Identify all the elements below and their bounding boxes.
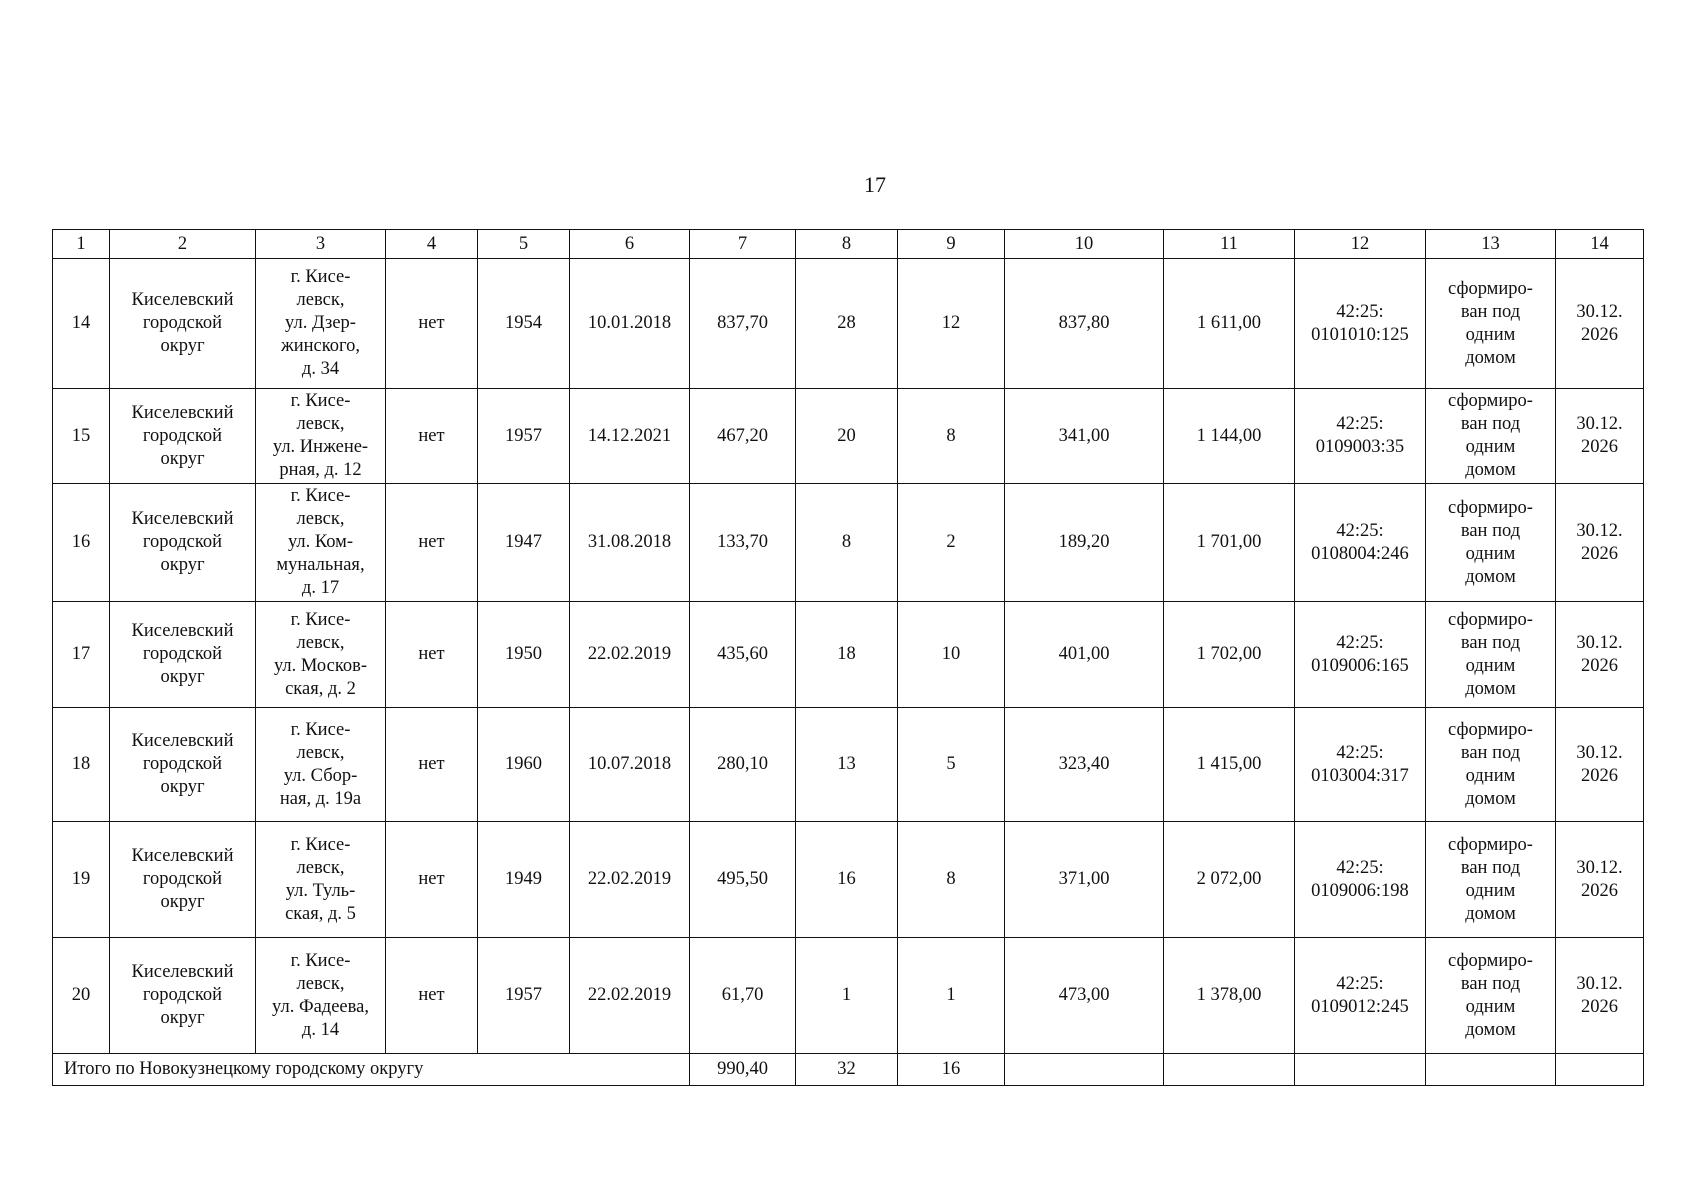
column-header: 6 bbox=[570, 230, 690, 259]
area-cell: 1 702,00 bbox=[1164, 602, 1295, 708]
deadline-cell: 30.12. 2026 bbox=[1556, 822, 1644, 938]
cell: нет bbox=[386, 259, 478, 389]
empty-cell bbox=[1164, 1054, 1295, 1086]
count-cell: 8 bbox=[898, 822, 1005, 938]
area-cell: 495,50 bbox=[690, 822, 796, 938]
row-number: 15 bbox=[53, 389, 110, 484]
column-header: 12 bbox=[1295, 230, 1426, 259]
row-number: 19 bbox=[53, 822, 110, 938]
land-status-cell: сформиро- ван под одним домом bbox=[1426, 484, 1556, 602]
year-cell: 1949 bbox=[478, 822, 570, 938]
column-header: 9 bbox=[898, 230, 1005, 259]
address-cell: г. Кисе- левск, ул. Ком- мунальная, д. 17 bbox=[256, 484, 386, 602]
empty-cell bbox=[1426, 1054, 1556, 1086]
count-cell: 10 bbox=[898, 602, 1005, 708]
year-cell: 1957 bbox=[478, 938, 570, 1054]
cell: нет bbox=[386, 484, 478, 602]
date-cell: 10.01.2018 bbox=[570, 259, 690, 389]
municipality-cell: Киселевский городской округ bbox=[110, 484, 256, 602]
count-cell: 28 bbox=[796, 259, 898, 389]
count-cell: 1 bbox=[796, 938, 898, 1054]
year-cell: 1957 bbox=[478, 389, 570, 484]
area-cell: 401,00 bbox=[1005, 602, 1164, 708]
area-cell: 467,20 bbox=[690, 389, 796, 484]
deadline-cell: 30.12. 2026 bbox=[1556, 389, 1644, 484]
municipality-cell: Киселевский городской округ bbox=[110, 938, 256, 1054]
table-row bbox=[53, 259, 1644, 389]
column-header: 8 bbox=[796, 230, 898, 259]
housing-registry-table bbox=[52, 229, 1644, 1086]
row-number: 18 bbox=[53, 708, 110, 822]
cadastral-number-cell: 42:25: 0109003:35 bbox=[1295, 389, 1426, 484]
date-cell: 22.02.2019 bbox=[570, 822, 690, 938]
deadline-cell: 30.12. 2026 bbox=[1556, 259, 1644, 389]
area-cell: 371,00 bbox=[1005, 822, 1164, 938]
cadastral-number-cell: 42:25: 0101010:125 bbox=[1295, 259, 1426, 389]
area-cell: 280,10 bbox=[690, 708, 796, 822]
address-cell: г. Кисе- левск, ул. Дзер- жинского, д. 34 bbox=[256, 259, 386, 389]
empty-cell bbox=[1556, 1054, 1644, 1086]
area-cell: 1 415,00 bbox=[1164, 708, 1295, 822]
table-row bbox=[53, 389, 1644, 484]
count-cell: 13 bbox=[796, 708, 898, 822]
area-cell: 133,70 bbox=[690, 484, 796, 602]
year-cell: 1960 bbox=[478, 708, 570, 822]
column-header: 7 bbox=[690, 230, 796, 259]
count-cell: 5 bbox=[898, 708, 1005, 822]
column-header: 13 bbox=[1426, 230, 1556, 259]
cell: нет bbox=[386, 389, 478, 484]
deadline-cell: 30.12. 2026 bbox=[1556, 708, 1644, 822]
deadline-cell: 30.12. 2026 bbox=[1556, 602, 1644, 708]
area-cell: 189,20 bbox=[1005, 484, 1164, 602]
year-cell: 1950 bbox=[478, 602, 570, 708]
area-cell: 435,60 bbox=[690, 602, 796, 708]
area-cell: 341,00 bbox=[1005, 389, 1164, 484]
cadastral-number-cell: 42:25: 0109006:165 bbox=[1295, 602, 1426, 708]
year-cell: 1947 bbox=[478, 484, 570, 602]
year-cell: 1954 bbox=[478, 259, 570, 389]
date-cell: 14.12.2021 bbox=[570, 389, 690, 484]
column-numbers-row bbox=[53, 230, 1644, 259]
land-status-cell: сформиро- ван под одним домом bbox=[1426, 389, 1556, 484]
empty-cell bbox=[1005, 1054, 1164, 1086]
table-row bbox=[53, 708, 1644, 822]
table-row bbox=[53, 822, 1644, 938]
municipality-cell: Киселевский городской округ bbox=[110, 822, 256, 938]
date-cell: 31.08.2018 bbox=[570, 484, 690, 602]
column-header: 2 bbox=[110, 230, 256, 259]
total-label: Итого по Новокузнецкому городскому округу bbox=[53, 1054, 690, 1086]
municipality-cell: Киселевский городской округ bbox=[110, 602, 256, 708]
cell: нет bbox=[386, 938, 478, 1054]
address-cell: г. Кисе- левск, ул. Москов- ская, д. 2 bbox=[256, 602, 386, 708]
column-header: 3 bbox=[256, 230, 386, 259]
date-cell: 22.02.2019 bbox=[570, 602, 690, 708]
count-cell: 16 bbox=[796, 822, 898, 938]
total-area: 990,40 bbox=[690, 1054, 796, 1086]
count-cell: 8 bbox=[898, 389, 1005, 484]
date-cell: 22.02.2019 bbox=[570, 938, 690, 1054]
land-status-cell: сформиро- ван под одним домом bbox=[1426, 708, 1556, 822]
column-header: 14 bbox=[1556, 230, 1644, 259]
area-cell: 837,70 bbox=[690, 259, 796, 389]
count-cell: 12 bbox=[898, 259, 1005, 389]
cadastral-number-cell: 42:25: 0108004:246 bbox=[1295, 484, 1426, 602]
page-number: 17 bbox=[864, 172, 886, 197]
cadastral-number-cell: 42:25: 0103004:317 bbox=[1295, 708, 1426, 822]
area-cell: 1 378,00 bbox=[1164, 938, 1295, 1054]
cell: нет bbox=[386, 602, 478, 708]
total-count: 16 bbox=[898, 1054, 1005, 1086]
cell: нет bbox=[386, 708, 478, 822]
deadline-cell: 30.12. 2026 bbox=[1556, 938, 1644, 1054]
area-cell: 323,40 bbox=[1005, 708, 1164, 822]
count-cell: 2 bbox=[898, 484, 1005, 602]
area-cell: 473,00 bbox=[1005, 938, 1164, 1054]
total-row bbox=[53, 1054, 1644, 1086]
row-number: 17 bbox=[53, 602, 110, 708]
deadline-cell: 30.12. 2026 bbox=[1556, 484, 1644, 602]
land-status-cell: сформиро- ван под одним домом bbox=[1426, 822, 1556, 938]
count-cell: 1 bbox=[898, 938, 1005, 1054]
area-cell: 2 072,00 bbox=[1164, 822, 1295, 938]
municipality-cell: Киселевский городской округ bbox=[110, 259, 256, 389]
address-cell: г. Кисе- левск, ул. Сбор- ная, д. 19а bbox=[256, 708, 386, 822]
address-cell: г. Кисе- левск, ул. Туль- ская, д. 5 bbox=[256, 822, 386, 938]
date-cell: 10.07.2018 bbox=[570, 708, 690, 822]
empty-cell bbox=[1295, 1054, 1426, 1086]
land-status-cell: сформиро- ван под одним домом bbox=[1426, 938, 1556, 1054]
cell: нет bbox=[386, 822, 478, 938]
land-status-cell: сформиро- ван под одним домом bbox=[1426, 259, 1556, 389]
area-cell: 61,70 bbox=[690, 938, 796, 1054]
row-number: 16 bbox=[53, 484, 110, 602]
row-number: 14 bbox=[53, 259, 110, 389]
table-row bbox=[53, 602, 1644, 708]
column-header: 11 bbox=[1164, 230, 1295, 259]
area-cell: 1 701,00 bbox=[1164, 484, 1295, 602]
count-cell: 18 bbox=[796, 602, 898, 708]
municipality-cell: Киселевский городской округ bbox=[110, 708, 256, 822]
column-header: 1 bbox=[53, 230, 110, 259]
cadastral-number-cell: 42:25: 0109006:198 bbox=[1295, 822, 1426, 938]
cadastral-number-cell: 42:25: 0109012:245 bbox=[1295, 938, 1426, 1054]
table-row bbox=[53, 484, 1644, 602]
count-cell: 20 bbox=[796, 389, 898, 484]
table-row bbox=[53, 938, 1644, 1054]
address-cell: г. Кисе- левск, ул. Фадеева, д. 14 bbox=[256, 938, 386, 1054]
column-header: 5 bbox=[478, 230, 570, 259]
area-cell: 1 611,00 bbox=[1164, 259, 1295, 389]
total-count: 32 bbox=[796, 1054, 898, 1086]
land-status-cell: сформиро- ван под одним домом bbox=[1426, 602, 1556, 708]
address-cell: г. Кисе- левск, ул. Инжене- рная, д. 12 bbox=[256, 389, 386, 484]
column-header: 4 bbox=[386, 230, 478, 259]
area-cell: 1 144,00 bbox=[1164, 389, 1295, 484]
row-number: 20 bbox=[53, 938, 110, 1054]
column-header: 10 bbox=[1005, 230, 1164, 259]
municipality-cell: Киселевский городской округ bbox=[110, 389, 256, 484]
area-cell: 837,80 bbox=[1005, 259, 1164, 389]
count-cell: 8 bbox=[796, 484, 898, 602]
